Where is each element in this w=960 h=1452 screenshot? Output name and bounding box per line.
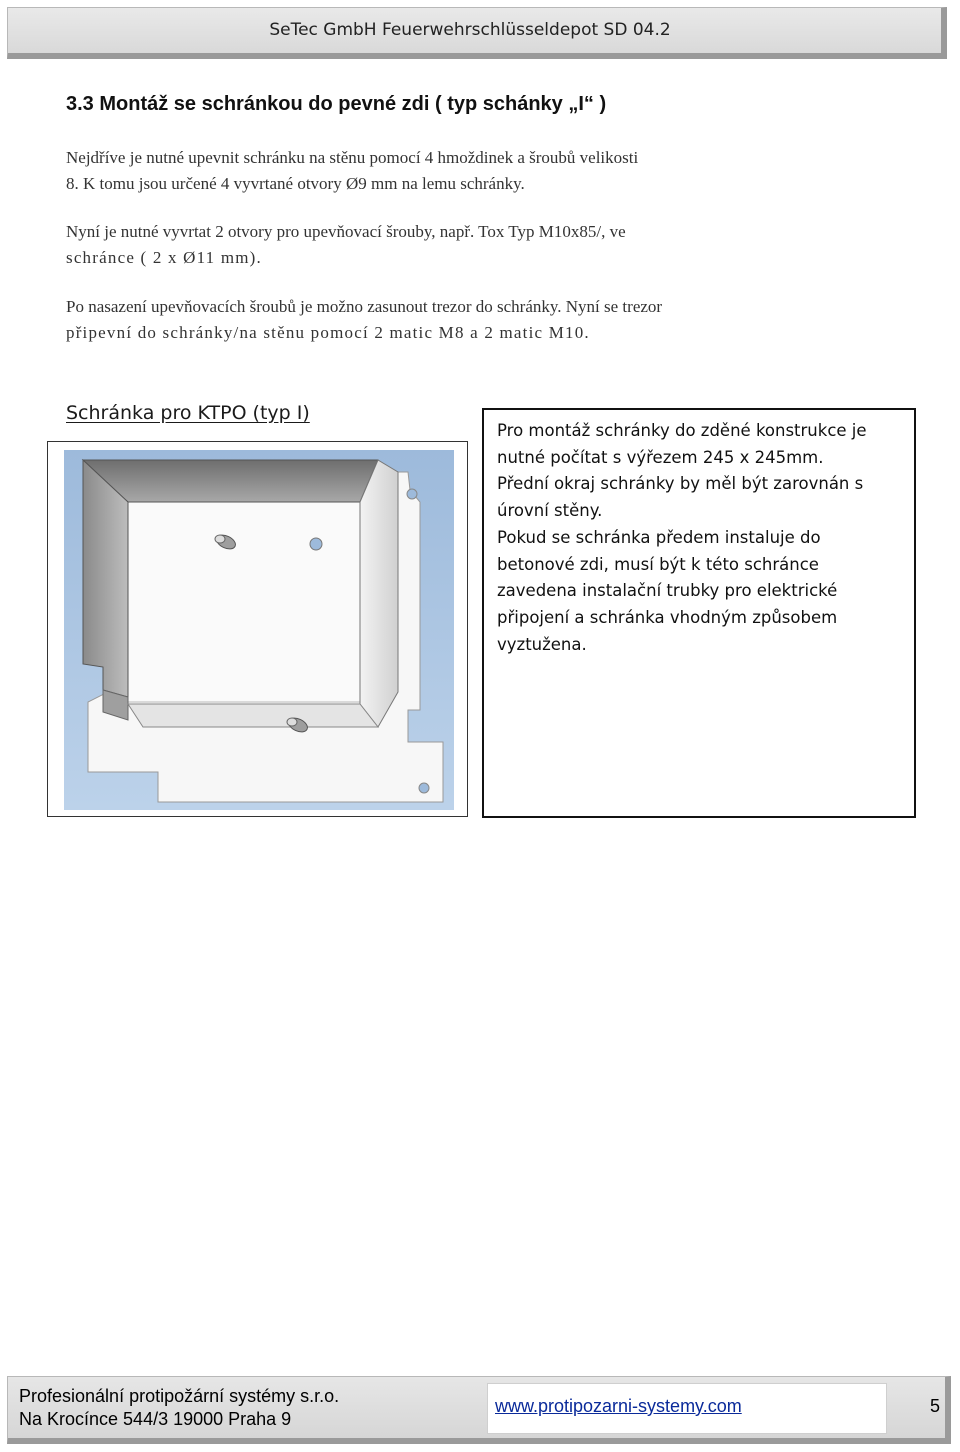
box-drawing xyxy=(48,442,467,816)
footer-website-link[interactable]: www.protipozarni-systemy.com xyxy=(495,1396,742,1416)
paragraph-line: Nyní je nutné vyvrtat 2 otvory pro upevňovací šrouby, např. Tox Typ M10x85/, ve xyxy=(66,222,626,241)
page-number: 5 xyxy=(929,1396,940,1416)
paragraph-drilling xyxy=(66,219,826,271)
note-paragraph: Pokud se schránka předem instaluje do betonové zdi, musí být k této schránce zavedena instalační trubky pro elektrické připojení a schránka vhodným způsobem vyztužena. xyxy=(497,527,838,654)
paragraph-mounting xyxy=(66,145,826,197)
note-paragraph: Pro montáž schránky do zděné konstrukce je nutné počítat s výřezem 245 x 245mm. xyxy=(497,421,867,467)
paragraph-line: Po nasazení upevňovacích šroubů je možno zasunout trezor do schránky. Nyní se trezor xyxy=(66,297,663,316)
box-right-wall xyxy=(360,460,398,727)
header-title: SeTec GmbH Feuerwehrschlüsseldepot SD 04.2 xyxy=(269,20,671,40)
box-back-wall xyxy=(128,502,360,702)
section-title: 3.3 Montáž se schránkou do pevné zdi ( typ schánky „I“ ) xyxy=(66,93,607,115)
footer-company: Profesionální protipožární systémy s.r.o. xyxy=(19,1386,340,1406)
paragraph-line: připevní do schránky/na stěnu pomocí 2 matic M8 a 2 matic M10. xyxy=(66,323,590,342)
footer-company-block xyxy=(19,1385,339,1431)
box-left-wall xyxy=(83,460,128,697)
paragraph-line: 8. K tomu jsou určené 4 vyvrtané otvory Ø9 mm na lemu schránky. xyxy=(66,174,525,193)
paragraph-line: schránce ( 2 x Ø11 mm). xyxy=(66,248,262,267)
installation-note-box xyxy=(482,408,916,818)
box-top-wall xyxy=(83,460,378,502)
box-bottom-lip xyxy=(128,704,378,727)
paragraph-fixing xyxy=(66,294,826,346)
box-illustration xyxy=(47,441,468,817)
note-paragraph: Přední okraj schránky by měl být zarovnán s úrovní stěny. xyxy=(497,474,864,521)
paragraph-line: Nejdříve je nutné upevnit schránku na stěnu pomocí 4 hmoždinek a šroubů velikosti xyxy=(66,148,639,167)
footer-address: Na Krocínce 544/3 19000 Praha 9 xyxy=(19,1409,292,1429)
figure-title: Schránka pro KTPO (typ I) xyxy=(66,402,310,424)
